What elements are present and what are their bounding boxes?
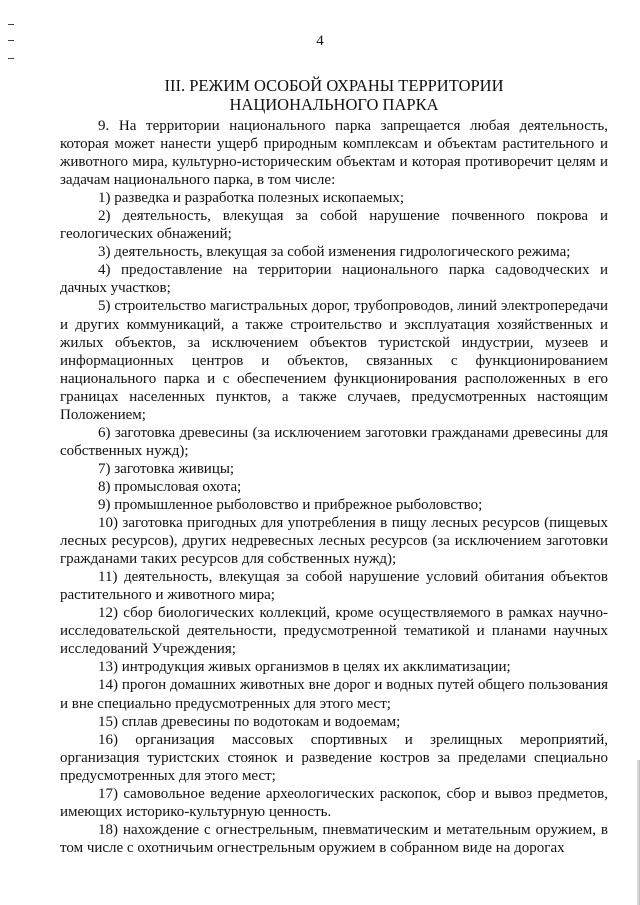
paragraph-intro: 9. На территории национального парка запрещается любая деятельность, которая может нанести ущерб природным комплексам и объектам растительного и животного мира, культурно-историческим объектам и которая противоречит целям и задачам национального парка, в том числе: xyxy=(60,118,608,189)
list-item-17: 17) самовольное ведение археологических раскопок, сбор и вывоз предметов, имеющих историко-культурную ценность. xyxy=(60,785,608,820)
section-title-line-1: III. РЕЖИМ ОСОБОЙ ОХРАНЫ ТЕРРИТОРИИ xyxy=(164,76,504,95)
page-number: 4 xyxy=(316,33,324,49)
list-item-1: 1) разведка и разработка полезных ископаемых; xyxy=(98,190,405,207)
list-item-11: 11) деятельность, влекущая за собой нарушение условий обитания объектов растительного и животного мира; xyxy=(60,569,608,604)
list-item-8: 8) промысловая охота; xyxy=(98,478,242,495)
list-item-18: 18) нахождение с огнестрельным, пневматическим и метательным оружием, в том числе с охотничьим огнестрельным оружием в собранном виде на дорогах xyxy=(60,821,608,856)
list-item-15: 15) сплав древесины по водотокам и водоемам; xyxy=(98,713,401,730)
list-item-9: 9) промышленное рыболовство и прибрежное рыболовство; xyxy=(98,496,483,513)
list-item-13: 13) интродукция живых организмов в целях их акклиматизации; xyxy=(98,659,511,676)
list-item-2: 2) деятельность, влекущая за собой нарушение почвенного покрова и геологических обнажений; xyxy=(60,208,608,243)
document-body xyxy=(60,117,608,857)
list-item-7: 7) заготовка живицы; xyxy=(98,460,235,477)
list-item-10: 10) заготовка пригодных для употребления в пищу лесных ресурсов (пищевых лесных ресурсов), других недревесных лесных ресурсов (за исключением заготовки гражданами таких ресурсов для собственных нужд); xyxy=(60,515,608,568)
list-item-6: 6) заготовка древесины (за исключением заготовки гражданами древесины для собственных нужд); xyxy=(60,424,608,459)
list-item-3: 3) деятельность, влекущая за собой изменения гидрологического режима; xyxy=(98,244,571,261)
list-item-4: 4) предоставление на территории национального парка садоводческих и дачных участков; xyxy=(60,262,608,297)
section-title-line-2: НАЦИОНАЛЬНОГО ПАРКА xyxy=(229,95,439,114)
list-item-14: 14) прогон домашних животных вне дорог и водных путей общего пользования и вне специально предусмотренных для этого мест; xyxy=(60,677,608,712)
list-item-16: 16) организация массовых спортивных и зрелищных мероприятий, организация туристских стоянок и разведение костров за пределами специально предусмотренных для этого мест; xyxy=(60,731,608,784)
scan-artifact-mark xyxy=(8,58,14,59)
scan-artifact-mark xyxy=(8,24,14,25)
list-item-5: 5) строительство магистральных дорог, трубопроводов, линий электропередачи и других коммуникаций, а также строительство и эксплуатация хозяйственных и жилых объектов, за исключением объектов туристской индустрии, музеев и информационных центров и объектов, связанных с функционированием национального парка и с обеспечением функционирования расположенных в его границах населенных пунктов, а также случаев, предусмотренных настоящим Положением; xyxy=(60,298,608,423)
list-item-12: 12) сбор биологических коллекций, кроме осуществляемого в рамках научно-исследовательской деятельности, предусмотренной тематикой и планами научных исследований Учреждения; xyxy=(60,605,608,658)
section-title xyxy=(60,76,608,114)
